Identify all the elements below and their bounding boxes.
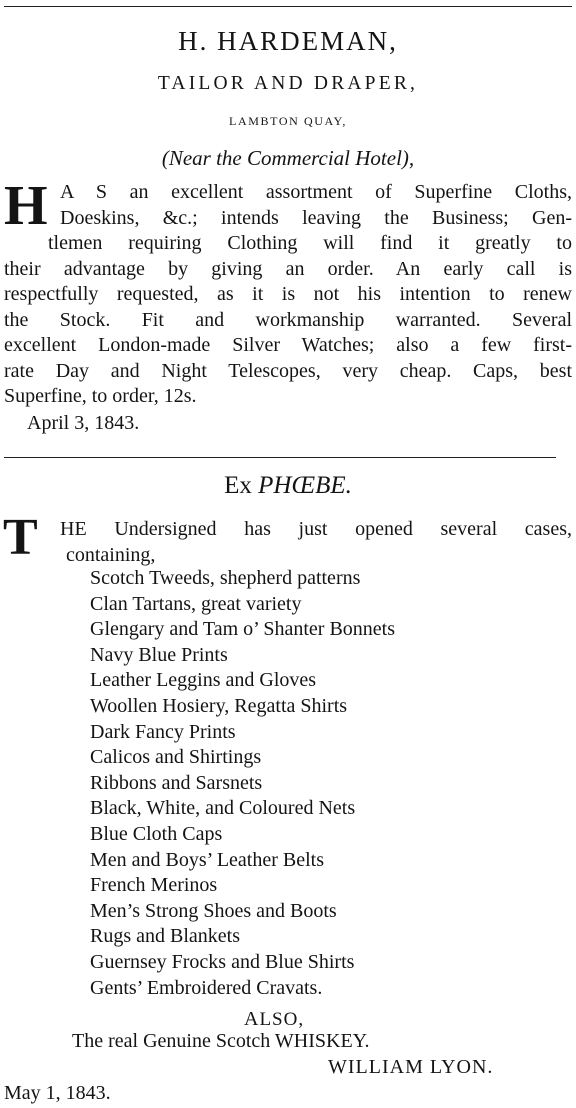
- goods-list-item: Dark Fancy Prints: [90, 720, 236, 743]
- goods-list-item: Clan Tartans, great variety: [90, 592, 302, 615]
- advert1-line: Doeskins, &c.; intends leaving the Business; Gen-: [60, 206, 572, 229]
- advert1-line: respectfully requested, as it is not his intention to renew: [4, 283, 572, 305]
- goods-list-item: Ribbons and Sarsnets: [90, 771, 263, 794]
- also-heading: [244, 1008, 304, 1031]
- advert1-line: excellent London-made Silver Watches; also a few first-: [4, 334, 572, 356]
- whiskey-line: The real Genuine Scotch WHISKEY.: [72, 1030, 370, 1052]
- advert1-line: rate Day and Night Telescopes, very cheap. Caps, best: [4, 359, 572, 382]
- advertiser-name: H. HARDEMAN,: [178, 26, 398, 56]
- signer-name: WILLIAM LYON.: [328, 1056, 494, 1078]
- goods-list-item: Guernsey Frocks and Blue Shirts: [90, 950, 355, 973]
- advert1-line: A S an excellent assortment of Superfine Cloths,: [60, 181, 572, 203]
- goods-list-item: Woollen Hosiery, Regatta Shirts: [90, 694, 348, 717]
- goods-list-item: Navy Blue Prints: [90, 643, 228, 666]
- goods-list-item: French Merinos: [90, 874, 218, 897]
- goods-list-item: Calicos and Shirtings: [90, 746, 262, 769]
- goods-list-item: Glengary and Tam o’ Shanter Bonnets: [90, 618, 396, 641]
- advert1-line: their advantage by giving an order. An early call is: [4, 257, 572, 280]
- goods-list-item: Men’s Strong Shoes and Boots: [90, 899, 337, 922]
- goods-list-item: Men and Boys’ Leather Belts: [90, 848, 325, 871]
- goods-list-item: Rugs and Blankets: [90, 925, 240, 948]
- advert1-line: tlemen requiring Clothing will find it greatly to: [48, 232, 572, 254]
- dropcap-t: T: [3, 509, 38, 566]
- advert2-intro-line: HE Undersigned has just opened several cases,: [60, 518, 572, 540]
- dropcap-h: H: [4, 175, 48, 237]
- goods-list-item: Black, White, and Coloured Nets: [90, 797, 356, 820]
- goods-list-item: Scotch Tweeds, shepherd patterns: [90, 567, 361, 589]
- advert2-intro-line: containing,: [66, 543, 156, 566]
- advert-divider-rule: [4, 457, 556, 458]
- goods-list: [90, 566, 395, 1001]
- also-heading-rest: LSO,: [259, 1009, 305, 1030]
- advert1-line: the Stock. Fit and workmanship warranted. Several: [4, 308, 572, 331]
- goods-list-item: Gents’ Embroidered Cravats.: [90, 976, 323, 999]
- ship-heading-prefix: Ex: [224, 472, 259, 499]
- top-divider-rule: [4, 6, 572, 7]
- goods-list-item: Leather Leggins and Gloves: [90, 669, 317, 692]
- advert2-date: May 1, 1843.: [4, 1082, 111, 1104]
- advertiser-trade: TAILOR AND DRAPER,: [157, 73, 419, 94]
- advert1-line: Superfine, to order, 12s.: [4, 385, 197, 407]
- also-heading-cap: A: [244, 1008, 260, 1030]
- advert1-body: [4, 175, 572, 410]
- ship-name: PHŒBE.: [258, 472, 352, 499]
- advertiser-street: LAMBTON QUAY,: [229, 114, 347, 128]
- advert2-intro: [4, 517, 572, 568]
- advert1-date: April 3, 1843.: [27, 412, 140, 434]
- advertiser-location: (Near the Commercial Hotel),: [161, 146, 415, 170]
- goods-list-item: Blue Cloth Caps: [90, 822, 223, 845]
- ship-heading: [0, 472, 576, 500]
